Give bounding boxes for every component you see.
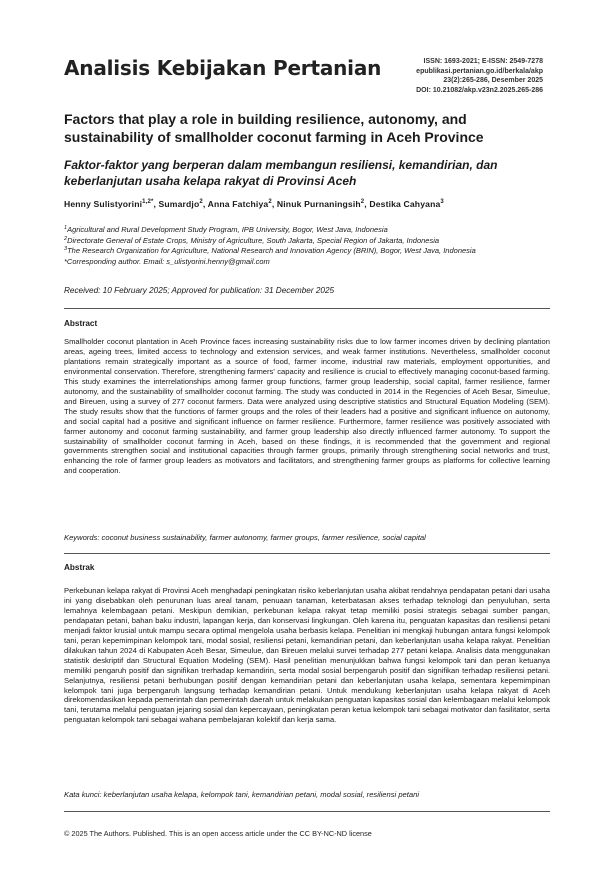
author-sup: 2 (199, 199, 203, 205)
issn: ISSN: 1693-2021; E-ISSN: 2549-7278 (423, 58, 543, 65)
license-footer: © 2025 The Authors. Published. This is an open access article under the CC BY-NC-ND license (64, 829, 372, 838)
abstract-body: Smallholder coconut plantation in Aceh Province faces increasing sustainability risks due to low farmer incomes driven by declining plantation areas, ageing trees, limited access to technology and extension services, and weak farmer institutions. Nevertheless, smallholder coconut plantations remain strategically important as a source of food, farmer income, industrial raw materials, employment opportunities, and environmental conservation. Therefore, strengthening farmers' capacity and resilience is crucial to effectively managing coconut-based farming. This study examines the interrelationships among farmer group functions, farmer group leadership, social capital, farmer resilience, farmer autonomy, and the sustainability of smallholder coconut farming. The study was conducted in 2014 in the Regencies of Aceh Besar, Simeulue, and Bireuen, using a survey of 277 coconut farmers. Data were analyzed using descriptive statistics and Structural Equation Modeling (SEM). The study results show that the functions of farmer groups and the roles of their leaders had a positive and significant influence on autonomy, and social capital had a positive and significant influence on farmer resilience. Furthermore, farmer resilience was positively associated with farmer autonomy and coconut farming sustainability, and farmer group leadership also directly influenced farmer autonomy. To support the sustainability of smallholder coconut farming in Aceh, based on these findings, it is recommended that the government and regional governments strengthen social and institutional capacities through farmer groups, primarily through strengthening social networks and trust, enhancing the role of farmer group leaders as motivators and facilitators, and strengthening farmer groups as platforms for collective learning and cooperation. (64, 337, 550, 476)
journal-info (343, 57, 543, 95)
kata-kunci: Kata kunci: keberlanjutan usaha kelapa, kelompok tani, kemandirian petani, modal sosial, resiliensi petani (64, 790, 420, 799)
author-sup: 2 (360, 199, 365, 205)
abstrak-heading: Abstrak (64, 563, 95, 572)
author-name: Ninuk Purnaningsih (276, 199, 361, 209)
affiliation-3: $^3$The Research Organization for Agriculture, National Research and Innovation Agency (BRIN), Bogor, West Java, Indonesia (64, 246, 476, 255)
corresponding-author: *Corresponding author. Email: s_ulistyorini.henny@gmail.com (64, 256, 270, 266)
author-sup: 1,2* (142, 199, 154, 205)
affiliation-1: $^1$Agricultural and Rural Development Study Program, IPB University, Bogor, West Java, Indonesia (64, 225, 388, 234)
doi[interactable]: DOI: 10.21082/akp.v23n2.2025.265-286 (416, 86, 543, 94)
journal-url[interactable]: epublikasi.pertanian.go.id/berkala/akp (416, 67, 543, 75)
author-name: Anna Fatchiya (207, 199, 269, 209)
author-name: Henny Sulistyorini (64, 199, 143, 209)
author-name: Destika Cahyana (369, 199, 441, 209)
journal-name: Analisis Kebijakan Pertanian (64, 56, 382, 80)
received-dates: Received: 10 February 2025; Approved for publication: 31 December 2025 (64, 286, 335, 295)
volume-pages: 23(2):265-286, Desember 2025 (443, 77, 543, 84)
affiliation-2: $^2$Directorate General of Estate Crops, Ministry of Agriculture, South Jakarta, Special Region of Jakarta, Indonesia (64, 235, 440, 245)
keywords: Keywords: coconut business sustainability, farmer autonomy, farmer groups, farmer resilience, social capital (64, 533, 426, 542)
abstract-heading: Abstract (64, 319, 98, 328)
author-sup: 2 (268, 199, 272, 205)
article-title-en: Factors that play a role in building resilience, autonomy, and sustainability of smallholder coconut farming in Aceh Province (64, 111, 484, 145)
article-title-id: Faktor-faktor yang berperan dalam membangun resiliensi, kemandirian, dan keberlanjutan usaha kelapa rakyat di Provinsi Aceh (64, 158, 498, 188)
divider (64, 308, 550, 309)
affiliations (64, 225, 564, 267)
author-list: Henny Sulistyorini$^{1,2*}$, Sumardjo$^2$, Anna Fatchiya$^2$, Ninuk Purnaningsih$^2$, Destika Cahyana$^3$ (64, 199, 444, 209)
divider (64, 811, 550, 812)
author-name: Sumardjo (158, 199, 200, 209)
divider (64, 553, 550, 554)
abstrak-body: Perkebunan kelapa rakyat di Provinsi Aceh menghadapi peningkatan risiko keberlanjutan usaha akibat rendahnya pendapatan petani dari usaha ini yang disebabkan oleh penurunan luas areal tanam, penuaan tanaman, keterbatasan akses terhadap teknologi dan penyuluhan, serta lemahnya kelembagaan petani. Meskipun demikian, perkebunan kelapa rakyat tetap memiliki posisi strategis sebagai sumber pangan, pendapatan petani, bahan baku industri, lapangan kerja, dan konservasi lingkungan. Oleh karena itu, penguatan kapasitas dan resiliensi petani menjadi faktor krusial untuk mampu secara optimal mengelola usaha berbasis kelapa. Penelitian ini mengkaji hubungan antara fungsi kelompok tani, peran kepemimpinan kelompok tani, modal sosial, resiliensi petani, kemandirian petani, dan keberlanjutan usaha kelapa rakyat. Penelitian dilakukan tahun 2024 di Kabupaten Aceh Besar, Simeulue, dan Bireuen melalui survei terhadap 277 petani kelapa. Analisis data menggunakan statistik deskriptif dan Structural Equation Modeling (SEM). Hasil penelitian menunjukkan bahwa fungsi kelompok tani dan peran ketuanya memiliki pengaruh positif dan signifikan trerhadap kemandirin, serta modal sosial berpengaruh positif dan signifikan terhadap resiliensi petani. Selanjutnya, resiliensi petani berhubungan positif dengan kemandirian petani dan keberlanjutan usaha kelapa, sementara kepemimpinan kelompok tani juga berpengaruh langsung terhadap kemandirian petani. Untuk mendukung keberlanjutan usaha kelapa rakyat di Aceh direkomendasikan kepada pemerintah dan pemerintah daerah untuk melakukan penguatan kapasitas sosial dan kelembagaan melalui kelompok tani, terutama melalui penguatan jejaring sosial dan kepercayaan, peningkatan peran ketua kelompok tani sebagai motivator dan fasilitator, serta penguatan kelompok tani sebagai wahana pembelajaran kolektif dan kerja sama. (64, 586, 550, 725)
author-sup: 3 (440, 199, 444, 205)
